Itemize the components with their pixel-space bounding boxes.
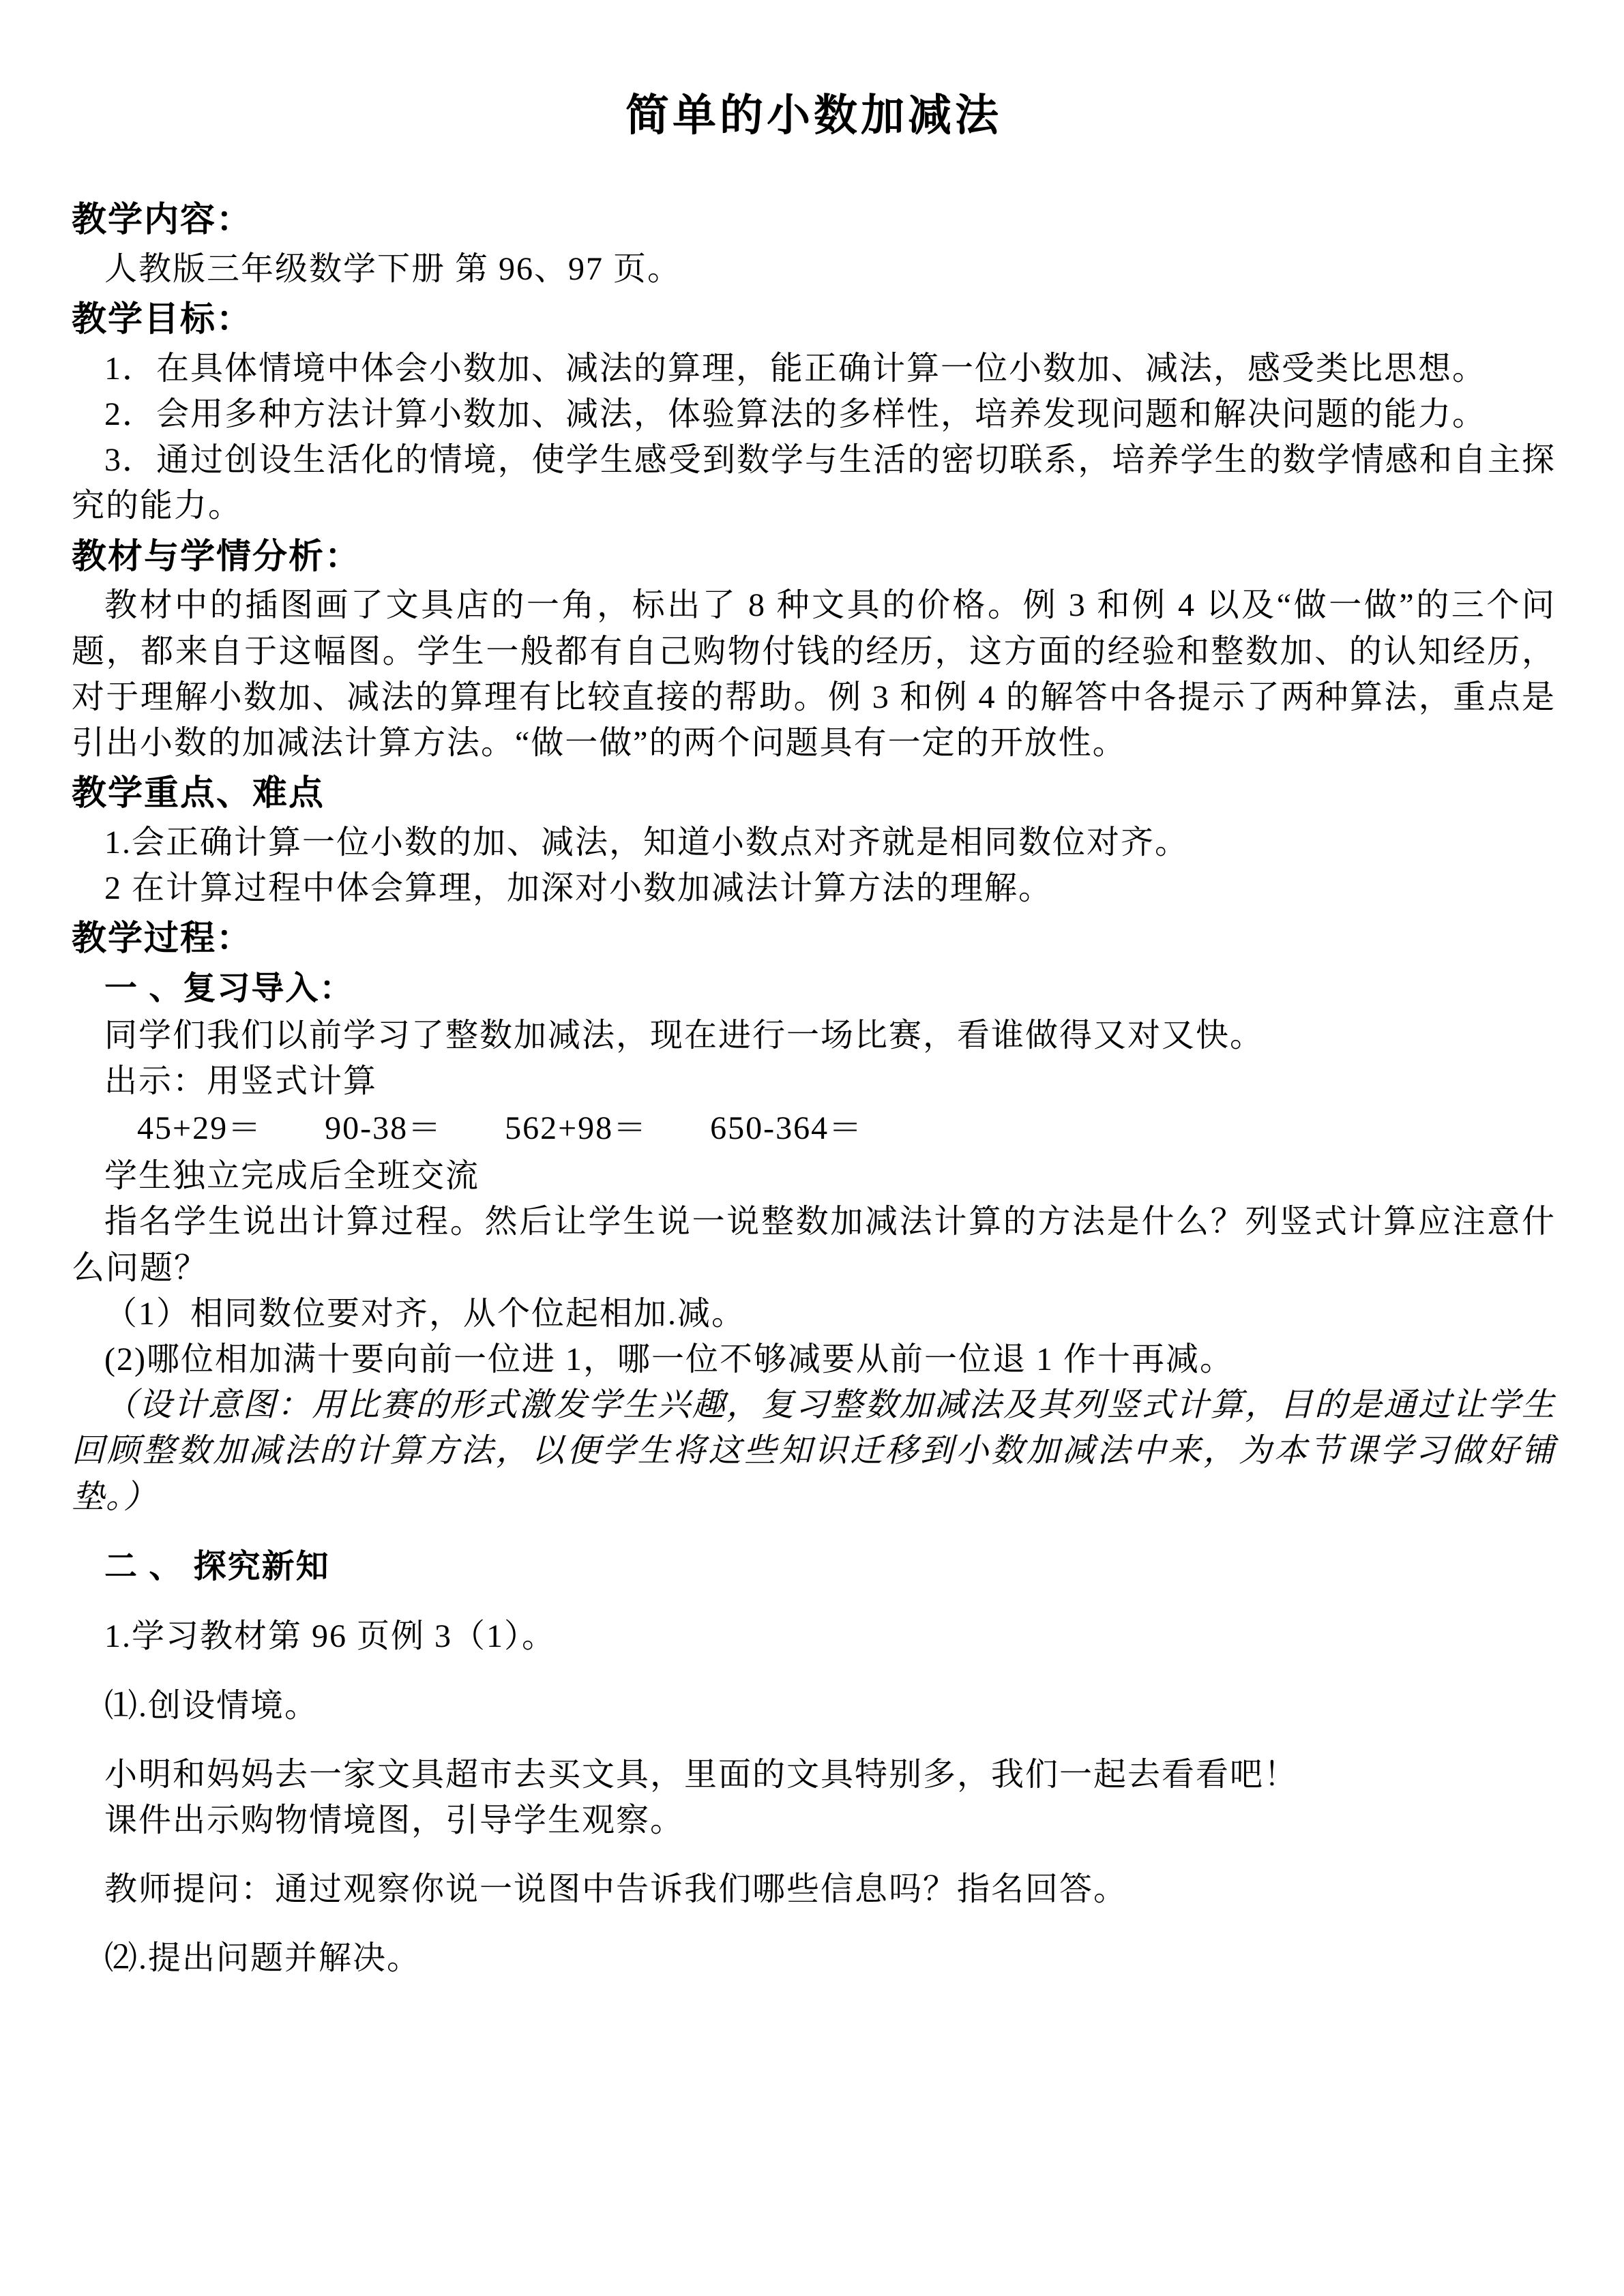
paragraph-key-point-1: 1.会正确计算一位小数的加、减法，知道小数点对齐就是相同数位对齐。 — [104, 824, 1190, 861]
paragraph-goal-1: 1．在具体情境中体会小数加、减法的算理，能正确计算一位小数加、减法，感受类比思想。 — [104, 350, 1487, 387]
paragraph-explore-5: 教师提问：通过观察你说一说图中告诉我们哪些信息吗？指名回答。 — [104, 1871, 1128, 1908]
exercise-item-2: 90-38＝ — [325, 1110, 443, 1147]
paragraph-key-point-2: 2 在计算过程中体会算理，加深对小数加减法计算方法的理解。 — [104, 870, 1053, 907]
paragraph-review-1: 同学们我们以前学习了整数加减法，现在进行一场比赛，看谁做得又对又快。 — [104, 1017, 1265, 1054]
exercise-item-1: 45+29＝ — [137, 1110, 263, 1147]
exercise-item-3: 562+98＝ — [505, 1110, 648, 1147]
heading-teaching-content: 教学内容： — [72, 200, 253, 239]
doc-title: 简单的小数加减法 — [625, 91, 1002, 140]
heading-teaching-goals: 教学目标： — [72, 299, 253, 339]
paragraph-review-2: 出示：用竖式计算 — [104, 1063, 378, 1100]
paragraph-explore-2: ⑴.创设情境。 — [104, 1687, 319, 1724]
paragraph-design-intent: （设计意图：用比赛的形式激发学生兴趣，复习整数加减法及其列竖式计算，目的是通过让学生回顾整数加减法的计算方法，以便学生将这些知识迁移到小数加减法中来，为本节课学习做好铺垫。） — [72, 1387, 1556, 1515]
paragraph-goal-3: 3．通过创设生活化的情境，使学生感受到数学与生活的密切联系，培养学生的数学情感和自主探究的能力。 — [72, 442, 1556, 524]
paragraph-goal-2: 2．会用多种方法计算小数加、减法，体验算法的多样性，培养发现问题和解决问题的能力。 — [104, 396, 1487, 433]
heading-material-analysis: 教材与学情分析： — [72, 536, 361, 576]
subheading-explore-new: 二 、 探究新知 — [104, 1548, 330, 1585]
paragraph-explore-3: 小明和妈妈去一家文具超市去买文具，里面的文具特别多，我们一起去看看吧！ — [104, 1756, 1299, 1793]
paragraph-review-4: 指名学生说出计算过程。然后让学生说一说整数加减法计算的方法是什么？列竖式计算应注意什么问题？ — [72, 1204, 1556, 1286]
heading-teaching-process: 教学过程： — [72, 919, 253, 958]
paragraph-rule-1: （1）相同数位要对齐，从个位起相加.减。 — [104, 1295, 746, 1332]
paragraph-material-analysis: 教材中的插图画了文具店的一角，标出了 8 种文具的价格。例 3 和例 4 以及“做一做”的三个问题，都来自于这幅图。学生一般都有自己购物付钱的经历，这方面的经验和整数加、的认知经历，对于理解小数加、减法的算理有比较直接的帮助。例 3 和例 4 的解答中各提示了两种算法，重点是引出小数的加减法计算方法。“做一做”的两个问题具有一定的开放性。 — [72, 587, 1556, 762]
paragraph-rule-2: (2)哪位相加满十要向前一位进 1，哪一位不够减要从前一位退 1 作十再减。 — [104, 1341, 1234, 1377]
heading-key-points: 教学重点、难点 — [72, 773, 325, 813]
paragraph-explore-4: 课件出示购物情境图，引导学生观察。 — [104, 1802, 685, 1838]
paragraph-review-3: 学生独立完成后全班交流 — [104, 1158, 480, 1195]
paragraph-explore-1: 1.学习教材第 96 页例 3（1）。 — [104, 1618, 557, 1655]
exercise-item-4: 650-364＝ — [710, 1110, 863, 1147]
exercise-line — [72, 1104, 1556, 1153]
paragraph-teaching-content: 人教版三年级数学下册 第 96、97 页。 — [104, 250, 682, 287]
paragraph-explore-6: ⑵.提出问题并解决。 — [104, 1940, 422, 1977]
subheading-review-intro: 一 、复习导入： — [104, 970, 354, 1007]
